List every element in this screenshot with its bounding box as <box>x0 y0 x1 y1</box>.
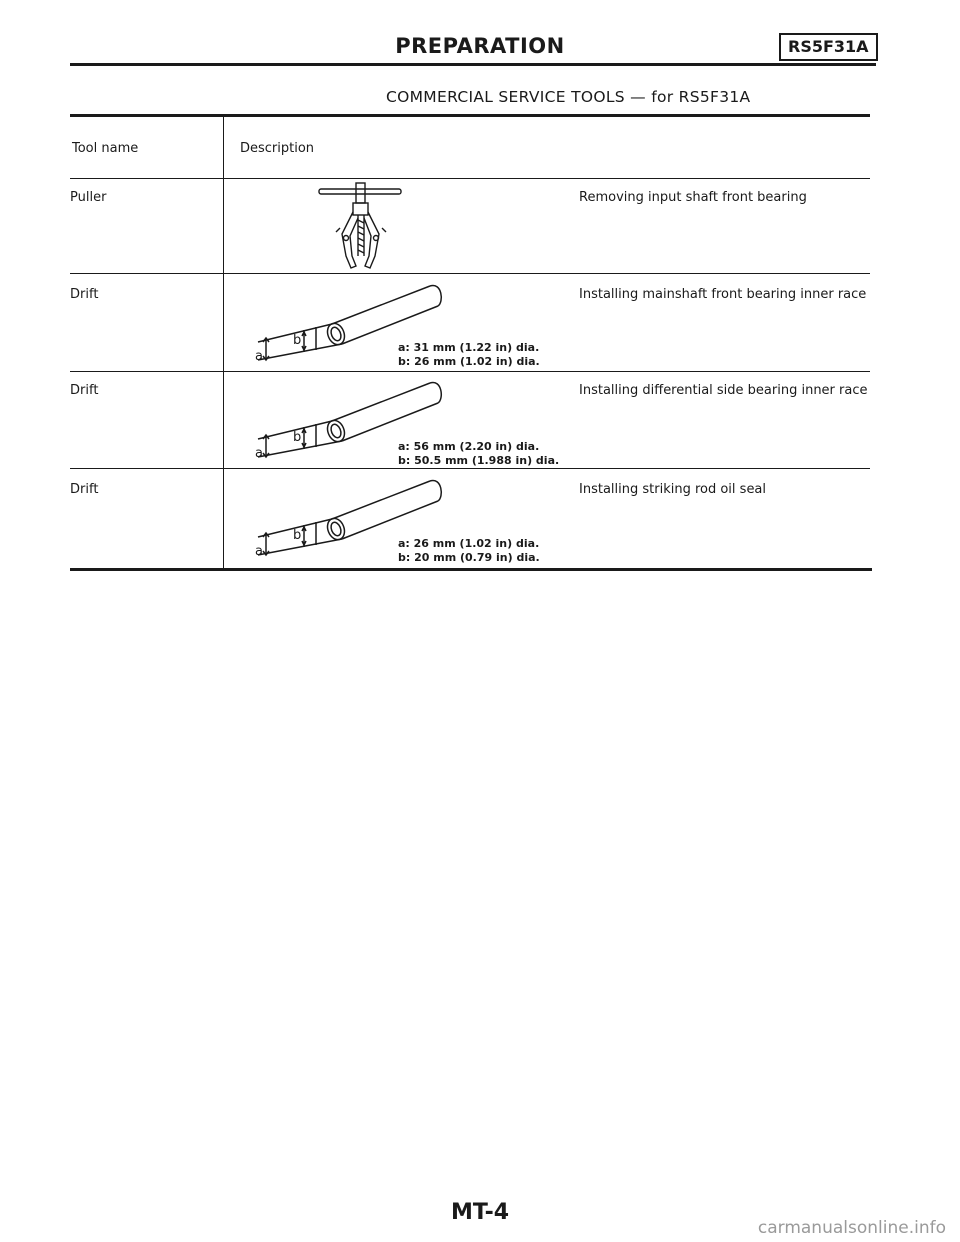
spec-b: b: 20 mm (0.79 in) dia. <box>398 551 540 564</box>
tool-name: Drift <box>70 287 99 302</box>
dimension-label-b: b <box>293 528 302 543</box>
tool-name: Puller <box>70 190 107 205</box>
watermark: carmanualsonline.info <box>757 1218 946 1238</box>
column-header-description: Description <box>240 141 315 156</box>
spec-b: b: 26 mm (1.02 in) dia. <box>398 355 540 368</box>
header-row-divider <box>70 178 870 179</box>
spec-a: a: 26 mm (1.02 in) dia. <box>398 537 540 550</box>
column-header-tool-name: Tool name <box>72 141 139 156</box>
spec-a: a: 31 mm (1.22 in) dia. <box>398 341 540 354</box>
section-title: COMMERCIAL SERVICE TOOLS — for RS5F31A <box>386 88 751 106</box>
page-number: MT-4 <box>450 1200 510 1225</box>
column-divider <box>223 115 224 570</box>
row-divider <box>70 371 870 372</box>
dimension-label-b: b <box>293 333 302 348</box>
spec-block <box>398 341 540 369</box>
table-bottom-rule <box>70 568 872 571</box>
tool-name: Drift <box>70 383 99 398</box>
dimension-label-b: b <box>293 430 302 445</box>
row-divider <box>70 468 870 469</box>
dimension-label-a: a <box>255 446 263 461</box>
dimension-label-a: a <box>255 349 263 364</box>
tool-description: Installing mainshaft front bearing inner race <box>579 287 867 302</box>
row-divider <box>70 273 870 274</box>
tool-name: Drift <box>70 482 99 497</box>
spec-block <box>398 440 559 468</box>
page-title: PREPARATION <box>395 34 565 58</box>
spec-a: a: 56 mm (2.20 in) dia. <box>398 440 540 453</box>
dimension-label-a: a <box>255 544 263 559</box>
header-rule <box>70 63 876 66</box>
spec-block <box>398 537 540 565</box>
spec-b: b: 50.5 mm (1.988 in) dia. <box>398 454 560 467</box>
model-badge: RS5F31A <box>779 33 878 61</box>
tool-description: Removing input shaft front bearing <box>579 190 807 205</box>
puller-icon <box>318 182 404 272</box>
tool-description: Installing differential side bearing inner race <box>579 383 868 398</box>
section-rule <box>70 114 870 117</box>
tool-description: Installing striking rod oil seal <box>579 482 767 497</box>
